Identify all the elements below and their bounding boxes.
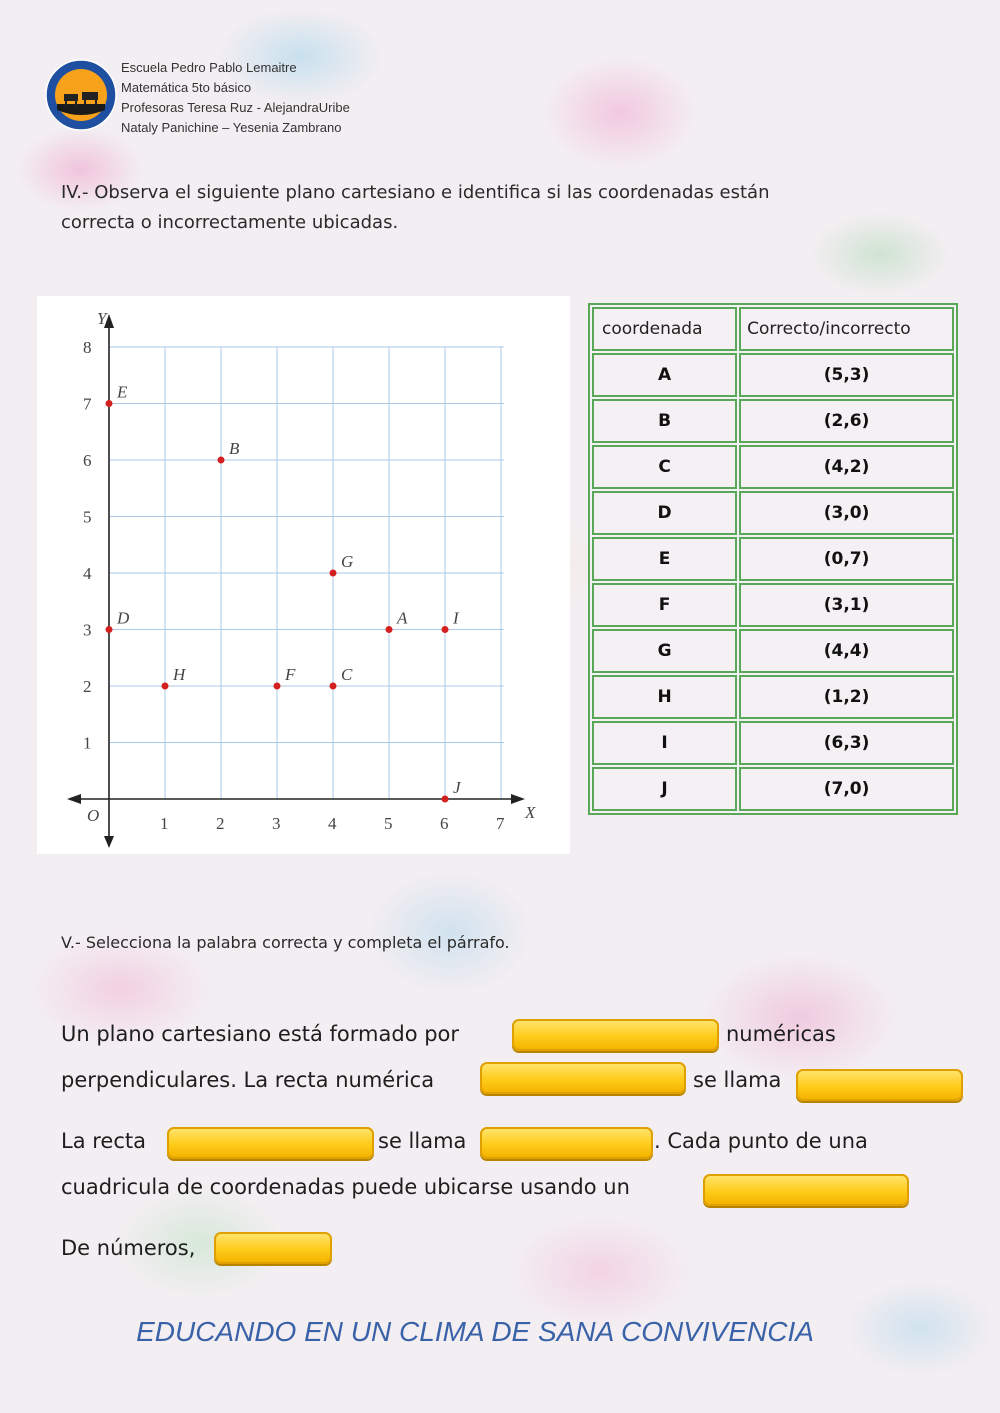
school-logo [44, 58, 118, 132]
y-tick-label: 1 [83, 733, 92, 753]
point-name: H [592, 675, 737, 719]
point-h-marker [162, 683, 169, 690]
point-coordinate: (3,1) [739, 583, 954, 627]
point-name: A [592, 353, 737, 397]
point-g-label: G [341, 552, 354, 571]
y-axis-label: Y [97, 309, 107, 328]
point-c-marker [330, 683, 337, 690]
paragraph-line-2a: perpendiculares. La recta numérica [61, 1068, 435, 1092]
point-coordinate: (5,3) [739, 353, 954, 397]
point-coordinate: (1,2) [739, 675, 954, 719]
paragraph-line-1a: Un plano cartesiano está formado por [61, 1022, 460, 1046]
point-h-label: H [173, 665, 186, 684]
y-tick-label: 7 [83, 394, 92, 414]
answer-blank-1[interactable] [512, 1019, 719, 1051]
point-a-marker [386, 626, 393, 633]
table-row [592, 583, 954, 627]
school-header [44, 58, 444, 138]
point-name: B [592, 399, 737, 443]
point-coordinate: (7,0) [739, 767, 954, 811]
answer-blank-6[interactable] [703, 1174, 909, 1206]
origin-label: O [87, 806, 100, 825]
paragraph-line-3c: . Cada punto de una [654, 1129, 868, 1153]
point-name: J [592, 767, 737, 811]
point-coordinate: (6,3) [739, 721, 954, 765]
x-tick-label: 7 [496, 814, 505, 833]
teachers-line-1: Profesoras Teresa Ruz - AlejandraUribe [121, 100, 350, 115]
point-coordinate: (0,7) [739, 537, 954, 581]
table-row [592, 445, 954, 489]
table-row [592, 721, 954, 765]
point-j-marker [442, 796, 449, 803]
cartesian-plane-panel [37, 296, 570, 854]
point-i-label: I [453, 608, 459, 628]
point-name: E [592, 537, 737, 581]
table-header-coordinate: coordenada [592, 307, 737, 351]
table-header-correct-incorrect: Correcto/incorrecto [739, 307, 954, 351]
y-tick-label: 6 [83, 451, 92, 470]
x-tick-label: 2 [216, 814, 225, 833]
y-tick-label: 4 [83, 564, 92, 583]
table-row [592, 675, 954, 719]
table-row [592, 491, 954, 535]
x-tick-label: 6 [440, 814, 449, 833]
x-axis-arrow [511, 794, 525, 804]
point-f-label: F [285, 665, 296, 684]
paragraph-line-1b: numéricas [726, 1022, 836, 1046]
x-axis-arrow-left [67, 794, 81, 804]
y-tick-label: 8 [83, 338, 92, 357]
point-coordinate: (3,0) [739, 491, 954, 535]
footer-motto: EDUCANDO EN UN CLIMA DE SANA CONVIVENCIA [136, 1316, 814, 1347]
paragraph-line-3b: se llama [378, 1129, 467, 1153]
point-d-marker [106, 626, 113, 633]
table-row [592, 353, 954, 397]
point-coordinate: (4,4) [739, 629, 954, 673]
x-tick-label: 5 [384, 814, 393, 833]
answer-blank-7[interactable] [214, 1232, 332, 1264]
section-v-instructions: V.- Selecciona la palabra correcta y completa el párrafo. [61, 933, 510, 952]
paragraph-line-2b: se llama [693, 1068, 782, 1092]
answer-blank-3[interactable] [796, 1069, 963, 1101]
point-name: C [592, 445, 737, 489]
point-name: F [592, 583, 737, 627]
teachers-line-2: Nataly Panichine – Yesenia Zambrano [121, 120, 342, 135]
table-row [592, 399, 954, 443]
answer-blank-4[interactable] [167, 1127, 374, 1159]
answer-blank-2[interactable] [480, 1062, 686, 1094]
y-tick-label: 5 [83, 507, 92, 527]
table-row [592, 767, 954, 811]
point-name: D [592, 491, 737, 535]
point-j-label: J [453, 778, 461, 797]
point-i-marker [442, 626, 449, 633]
point-b-marker [218, 457, 225, 464]
section-iv-instructions: IV.- Observa el siguiente plano cartesiano e identifica si las coordenadas están correcta o incorrectamente ubicadas. [61, 182, 770, 233]
paragraph-line-3a: La recta [61, 1129, 146, 1153]
point-coordinate: (2,6) [739, 399, 954, 443]
point-coordinate: (4,2) [739, 445, 954, 489]
x-tick-label: 3 [272, 814, 281, 833]
point-a-label: A [397, 608, 408, 628]
point-g-marker [330, 570, 337, 577]
course-name: Matemática 5to básico [121, 80, 252, 95]
x-tick-label: 4 [328, 814, 337, 833]
y-tick-label: 2 [83, 677, 92, 696]
point-b-label: B [229, 439, 240, 458]
paragraph-line-5a: De números, [61, 1236, 196, 1260]
table-row [592, 537, 954, 581]
cartesian-plane [37, 296, 570, 854]
point-d-label: D [117, 608, 130, 628]
point-name: I [592, 721, 737, 765]
y-axis-arrow-down [104, 836, 114, 848]
point-c-label: C [341, 665, 353, 684]
x-axis-label: X [525, 803, 536, 822]
coordinates-table [588, 303, 958, 815]
point-e-label: E [117, 382, 128, 402]
point-e-marker [106, 400, 113, 407]
point-f-marker [274, 683, 281, 690]
point-name: G [592, 629, 737, 673]
paragraph-line-4a: cuadricula de coordenadas puede ubicarse usando un [61, 1175, 630, 1199]
y-tick-label: 3 [83, 620, 92, 640]
school-name: Escuela Pedro Pablo Lemaitre [121, 60, 297, 75]
table-row [592, 629, 954, 673]
x-tick-label: 1 [160, 814, 169, 833]
answer-blank-5[interactable] [480, 1127, 653, 1159]
